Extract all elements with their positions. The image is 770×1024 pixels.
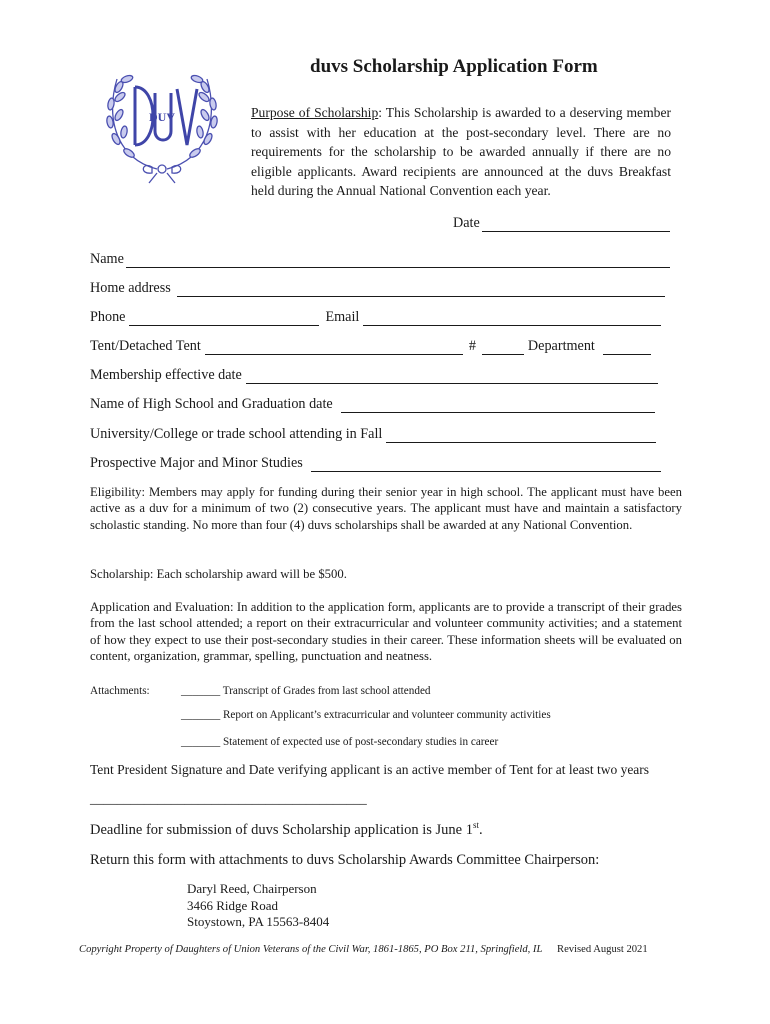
attachment-item: _______ Statement of expected use of post-secondary studies in career: [181, 736, 499, 748]
address-line: Daryl Reed, Chairperson: [187, 881, 317, 896]
number-field[interactable]: [482, 340, 524, 355]
major-row: [90, 454, 663, 472]
logo-monogram: DUV: [149, 110, 175, 124]
purpose-paragraph: [251, 103, 671, 201]
tent-field[interactable]: [205, 340, 463, 355]
email-field[interactable]: [363, 311, 661, 326]
date-label: Date: [453, 215, 480, 231]
purpose-label: Purpose of Scholarship: [251, 105, 379, 120]
date-row: [453, 214, 672, 232]
address-block: [187, 881, 329, 931]
footer: [79, 944, 648, 955]
application-paragraph: Application and Evaluation: In addition to the application form, applicants are to provide a transcript of their grades from the last school attended; a report on their extracurricular and volunteer community activities; and a statement of how they expect to use their post-secondary studies in their career. These information sheets will be evaluated on content, organization, grammar, spelling, punctuation and neatness.: [90, 600, 682, 663]
footer-copyright: Copyright Property of Daughters of Union Veterans of the Civil War, 1861-1865, PO Box 211, Springfield, IL: [79, 944, 543, 955]
membership-label: Membership effective date: [90, 367, 242, 383]
attachment-item: _______ Transcript of Grades from last school attended: [181, 685, 431, 697]
membership-row: [90, 366, 660, 384]
tent-label: Tent/Detached Tent: [90, 338, 201, 354]
phone-label: Phone: [90, 309, 126, 325]
deadline-text: [90, 820, 483, 839]
number-label: #: [468, 338, 476, 354]
home-address-field[interactable]: [177, 282, 665, 297]
duvs-logo: [97, 49, 227, 184]
department-field[interactable]: [603, 340, 651, 355]
purpose-text: : This Scholarship is awarded to a deserving member to assist with her education at the post-secondary level. There are no requirements for the scholarship to be awarded annually if there are no eligible applicants. Award recipients are announced at the duvs Breakfast held during the Annual National Convention each year.: [251, 105, 672, 198]
name-label: Name: [90, 251, 124, 267]
phone-field[interactable]: [129, 311, 319, 326]
deadline-end: .: [479, 821, 483, 838]
scholarship-paragraph: Scholarship: Each scholarship award will be $500.: [90, 567, 347, 581]
address-line: 3466 Ridge Road: [187, 897, 278, 913]
name-field[interactable]: [126, 253, 670, 268]
membership-field[interactable]: [246, 369, 658, 384]
date-field[interactable]: [482, 217, 670, 232]
university-field[interactable]: [386, 428, 656, 443]
university-row: [90, 425, 658, 443]
phone-email-row: [90, 308, 663, 326]
footer-revised: Revised August 2021: [557, 944, 648, 955]
signature-line[interactable]: _________________________________________: [90, 791, 367, 806]
high-school-field[interactable]: [341, 398, 655, 413]
home-address-row: [90, 279, 667, 297]
email-label: Email: [325, 309, 360, 325]
signature-text: Tent President Signature and Date verifying applicant is an active member of Tent for at least two years: [90, 762, 650, 777]
major-field[interactable]: [311, 457, 661, 472]
eligibility-paragraph: Eligibility: Members may apply for funding during their senior year in high school. The applicant must have been active as a duv for a minimum of two (2) consecutive years. The applicant must have and maintain a satisfactory scholastic standing. No more than four (4) duvs scholarships shall be awarded at any National Convention.: [90, 485, 682, 532]
high-school-label: Name of High School and Graduation date: [90, 396, 333, 412]
deadline-sup: st: [473, 820, 480, 830]
attachments-label: Attachments:: [90, 685, 150, 697]
tent-row: [90, 337, 653, 355]
deadline-main: Deadline for submission of duvs Scholarship application is June 1: [90, 821, 473, 838]
major-label: Prospective Major and Minor Studies: [90, 455, 303, 471]
address-line: Stoystown, PA 15563-8404: [187, 914, 330, 929]
name-row: [90, 250, 672, 268]
university-label: University/College or trade school attending in Fall: [90, 426, 383, 442]
attachment-item: _______ Report on Applicant’s extracurricular and volunteer community activities: [181, 709, 551, 721]
return-text: Return this form with attachments to duvs Scholarship Awards Committee Chairperson:: [90, 852, 600, 868]
home-address-label: Home address: [90, 280, 171, 296]
form-title: duvs Scholarship Application Form: [310, 56, 598, 77]
department-label: Department: [527, 338, 595, 354]
high-school-row: [90, 395, 657, 413]
